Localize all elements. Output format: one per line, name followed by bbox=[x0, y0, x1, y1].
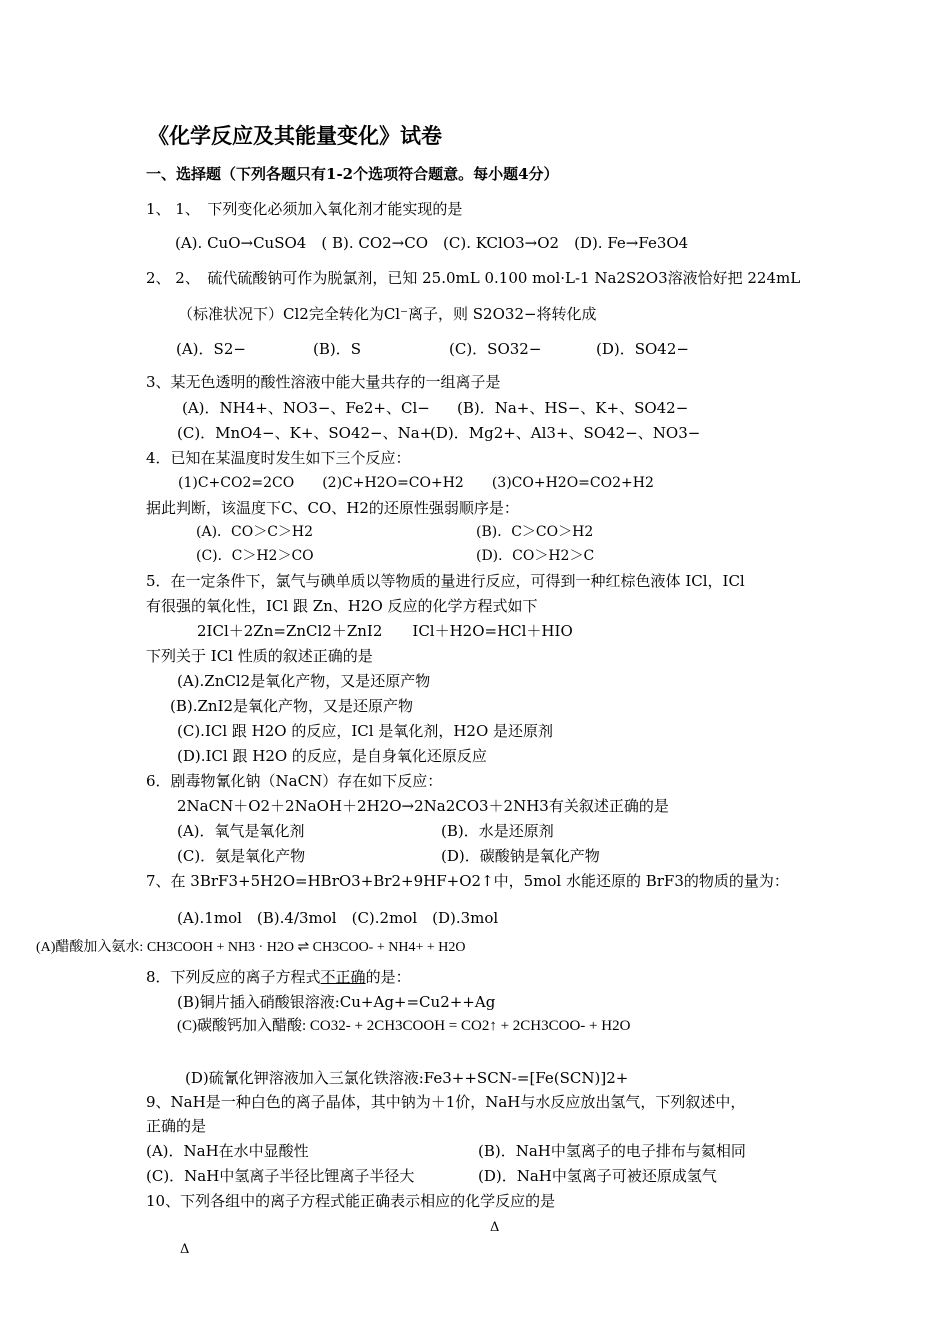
question-5-option-d: (D).ICl 跟 H2O 的反应，是自身氧化还原反应 bbox=[177, 747, 487, 765]
question-4-option-c: (C)．C＞H2＞CO bbox=[196, 548, 314, 564]
question-6-option-b: (B)．水是还原剂 bbox=[441, 822, 554, 840]
question-2-option-a: (A)．S2− bbox=[176, 340, 246, 358]
question-2-stem-continued: （标准状况下）Cl2完全转化为Cl⁻离子，则 S2O32−将转化成 bbox=[178, 305, 597, 323]
question-1-options: (A). CuO→CuSO4 ( B). CO2→CO (C). KClO3→O2 (D). Fe→Fe3O4 bbox=[175, 234, 689, 252]
question-5-stem: 5．在一定条件下，氯气与碘单质以等物质的量进行反应，可得到一种红棕色液体 ICl，ICl bbox=[146, 572, 745, 590]
question-3-option-a: (A)．NH4+、NO3−、Fe2+、Cl− bbox=[182, 399, 430, 417]
question-4-option-a: (A)．CO＞C＞H2 bbox=[196, 524, 314, 540]
question-4-reactions: (1)C+CO2=2CO (2)C+H2O=CO+H2 (3)CO+H2O=CO2+H2 bbox=[178, 475, 654, 491]
question-6-option-c: (C)．氨是氧化产物 bbox=[177, 847, 306, 865]
question-3-stem: 3、某无色透明的酸性溶液中能大量共存的一组离子是 bbox=[146, 373, 501, 391]
question-7-stem: 7、在 3BrF3+5H2O=HBrO3+Br2+9HF+O2↑中，5mol 水能还原的 BrF3的物质的量为： bbox=[146, 872, 789, 890]
page-title: 《化学反应及其能量变化》试卷 bbox=[148, 123, 442, 148]
question-5-option-c: (C).ICl 跟 H2O 的反应，ICl 是氧化剂，H2O 是还原剂 bbox=[177, 722, 554, 740]
question-4-option-b: (B)．C＞CO＞H2 bbox=[476, 524, 594, 540]
question-1-stem: 1、 1、 下列变化必须加入氧化剂才能实现的是 bbox=[146, 200, 463, 218]
question-9-stem: 9、NaH是一种白色的离子晶体，其中钠为＋1价，NaH与水反应放出氢气，下列叙述中， bbox=[146, 1093, 746, 1111]
question-5-option-b: (B).ZnI2是氧化产物，又是还原产物 bbox=[170, 697, 414, 715]
question-8-stem-suffix: 的是： bbox=[365, 968, 411, 986]
question-8-stem-prefix: 8．下列反应的离子方程式 bbox=[146, 968, 321, 986]
section-heading: 一、选择题（下列各题只有1-2个选项符合题意。每小题4分） bbox=[146, 165, 559, 183]
question-8-option-d: (D)硫氰化钾溶液加入三氯化铁溶液:Fe3++SCN-=[Fe(SCN)]2+ bbox=[185, 1069, 629, 1087]
delta-mark: Δ bbox=[490, 1220, 500, 1235]
question-10-stem: 10、下列各组中的离子方程式能正确表示相应的化学反应的是 bbox=[146, 1192, 556, 1210]
question-2-option-c: (C)．SO32− bbox=[449, 340, 542, 358]
question-8-stem bbox=[146, 967, 411, 987]
question-8-option-c: (C)碳酸钙加入醋酸: CO32- + 2CH3COOH = CO2↑ + 2CH3COO- + H2O bbox=[177, 1018, 631, 1034]
question-4-stem: 4．已知在某温度时发生如下三个反应： bbox=[146, 449, 411, 467]
question-3-option-c: (C)．MnO4−、K+、SO42−、Na+ bbox=[177, 424, 433, 442]
question-9-option-c: (C)．NaH中氢离子半径比锂离子半径大 bbox=[146, 1167, 415, 1185]
question-5-equations: 2ICl＋2Zn=ZnCl2＋ZnI2 ICl＋H2O=HCl＋HIO bbox=[197, 622, 573, 640]
question-6-equation: 2NaCN＋O2＋2NaOH＋2H2O→2Na2CO3＋2NH3有关叙述正确的是 bbox=[177, 797, 669, 815]
question-8-option-b: (B)铜片插入硝酸银溶液:Cu+Ag+=Cu2++Ag bbox=[177, 993, 496, 1011]
question-2-option-b: (B)．S bbox=[313, 340, 362, 358]
question-9-option-a: (A)．NaH在水中显酸性 bbox=[146, 1142, 309, 1160]
question-9-stem-continued: 正确的是 bbox=[146, 1117, 207, 1135]
question-3-option-d: (D)．Mg2+、Al3+、SO42−、NO3− bbox=[430, 424, 701, 442]
question-8-stem-underlined: 不正确 bbox=[320, 968, 366, 986]
question-6-option-d: (D)．碳酸钠是氧化产物 bbox=[441, 847, 600, 865]
question-3-option-b: (B)．Na+、HS−、K+、SO42− bbox=[457, 399, 689, 417]
question-5-ask: 下列关于 ICl 性质的叙述正确的是 bbox=[146, 647, 373, 665]
question-2-stem: 2、 2、 硫代硫酸钠可作为脱氯剂，已知 25.0mL 0.100 mol·L-1 Na2S2O3溶液恰好把 224mL bbox=[146, 269, 801, 287]
question-6-stem: 6．剧毒物氰化钠（NaCN）存在如下反应： bbox=[146, 772, 443, 790]
question-9-option-d: (D)．NaH中氢离子可被还原成氢气 bbox=[478, 1167, 717, 1185]
question-2-option-d: (D)．SO42− bbox=[596, 340, 689, 358]
question-4-option-d: (D)．CO＞H2＞C bbox=[476, 548, 595, 564]
delta-mark: Δ bbox=[180, 1242, 190, 1257]
question-7-options: (A).1mol (B).4/3mol (C).2mol (D).3mol bbox=[177, 909, 499, 927]
question-9-option-b: (B)．NaH中氢离子的电子排布与氦相同 bbox=[478, 1142, 746, 1160]
question-5-stem-continued: 有很强的氧化性，ICl 跟 Zn、H2O 反应的化学方程式如下 bbox=[146, 597, 538, 615]
question-5-option-a: (A).ZnCl2是氧化产物，又是还原产物 bbox=[177, 672, 431, 690]
question-6-option-a: (A)．氧气是氧化剂 bbox=[177, 822, 305, 840]
question-8-option-a: (A)醋酸加入氨水: CH3COOH + NH3 · H2O ⇌ CH3COO- + NH4+ + H2O bbox=[36, 940, 466, 955]
question-4-ask: 据此判断，该温度下C、CO、H2的还原性强弱顺序是： bbox=[146, 499, 519, 517]
